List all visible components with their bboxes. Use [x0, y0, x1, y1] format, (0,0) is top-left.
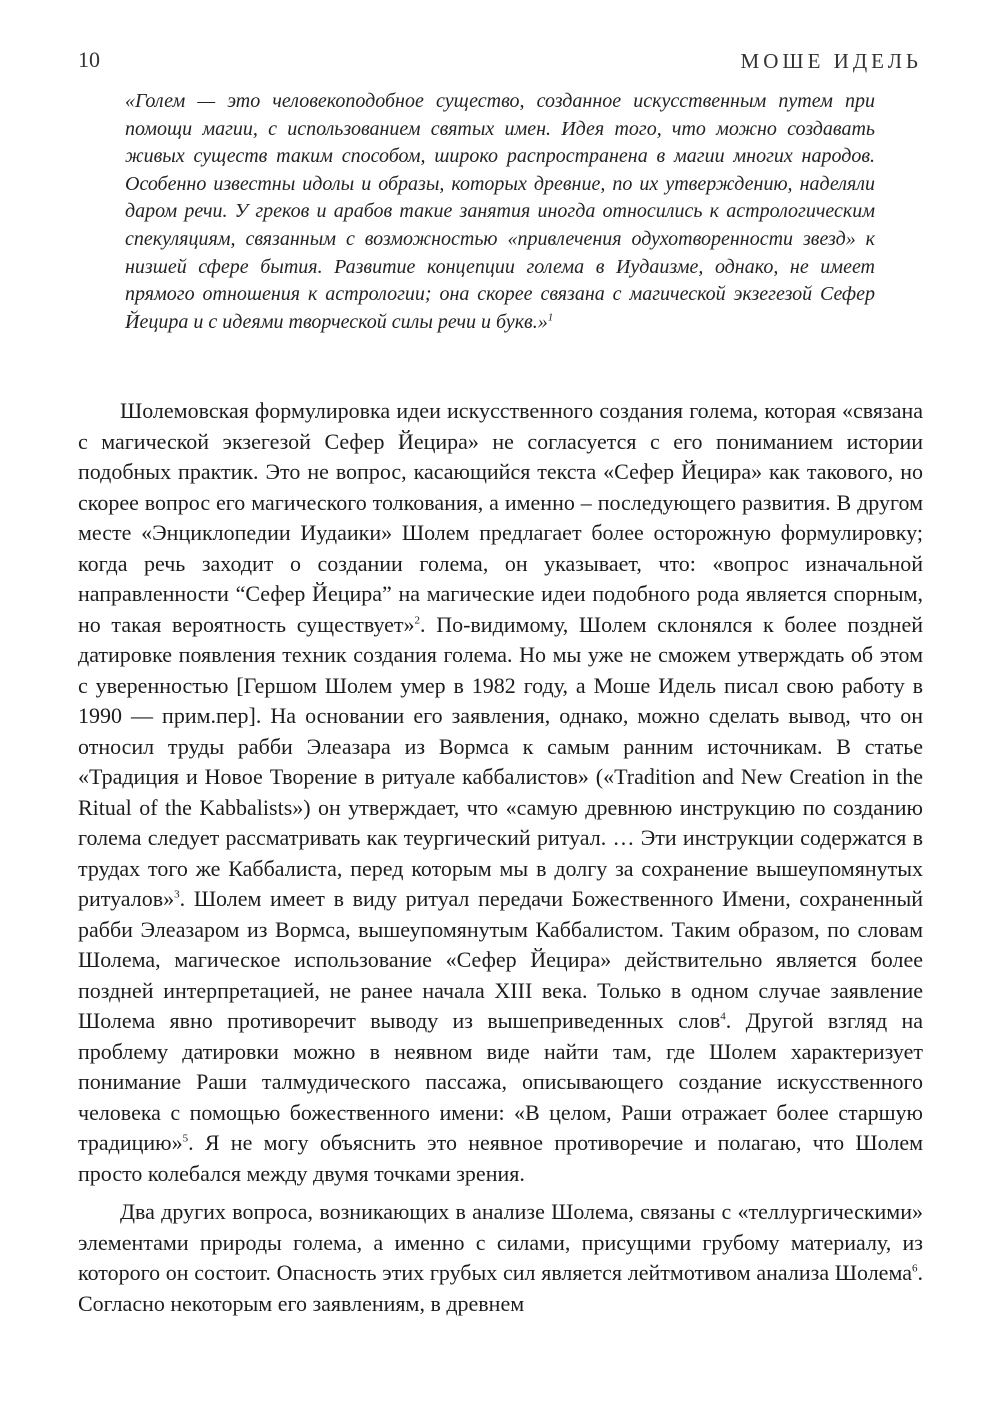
quote-text: «Голем — это человекоподобное существо, созданное искусственным путем при помощи магии, с использованием святых имен. Идея того, что можно создавать живых существ таким способом, широко распространена в магии многих народов. Особенно известны идолы и образы, которых древние, по их утверждению, наделяли даром речи. У греков и арабов такие занятия иногда относились к астрологическим спекуляциям, связанным с возможностью «привлечения одухотворенности звезд» к низшей сфере бытия. Развитие концепции голема в Иудаизме, однако, не имеет прямого отношения к астрологии; она скорее связана с магической экзегезой Сефер Йецира и с идеями творческой силы речи и букв.» — [125, 90, 875, 333]
footnote-marker: 6 — [912, 1262, 918, 1275]
paragraph-text: . Согласно некоторым его заявлениям, в древнем — [78, 1260, 923, 1316]
paragraph — [78, 1197, 923, 1319]
paragraph — [78, 396, 923, 1189]
footnote-marker: 1 — [547, 311, 554, 324]
paragraph-text: Два других вопроса, возникающих в анализе Шолема, связаны с «теллургическими» элементами природы голема, а именно с силами, присущими грубому материалу, из которого он состоит. Опасность этих грубых сил является лейтмотивом анализа Шолема — [78, 1199, 923, 1285]
footnote-marker: 4 — [720, 1010, 726, 1023]
paragraph-text: . По-видимому, Шолем склонялся к более поздней датировке появления техник создания голема. Но мы уже не сможем утверждать об этом с уверенностью [Гершом Шолем умер в 1982 году, а Моше Идель писал свою работу в 1990 — прим.пер]. На основании его заявления, однако, можно сделать вывод, что он относил труды рабби Элеазара из Вормса к самым ранним источникам. В статье «Традиция и Новое Творение в ритуале каббалистов» («Tradition and New Creation in the Ritual of the Kabbalists») он утверждает, что «самую древнюю инструкцию по созданию голема следует рассматривать как теургический ритуал. … Эти инструкции содержатся в трудах того же Каббалиста, перед которым мы в долгу за сохранение вышеупомянутых ритуалов» — [78, 611, 923, 911]
paragraph-text: . Другой взгляд на проблему датировки можно в неявном виде найти там, где Шолем характеризует понимание Раши талмудического пассажа, описывающего создание искусственного человека с помощью божественного имени: «В целом, Раши отражает более старшую традицию» — [78, 1008, 924, 1155]
footnote-marker: 3 — [174, 888, 180, 901]
paragraph-text: Шолемовская формулировка идеи искусственного создания голема, которая «связана с магической экзегезой Сефер Йецира» не согласуется с его пониманием истории подобных практик. Это не вопрос, касающийся текста «Сефер Йецира» как такового, но скорее вопрос его магического толкования, а именно – последующего развития. В другом месте «Энциклопедии Иудаики» Шолем предлагает более осторожную формулировку; когда речь заходит о создании голема, он указывает, что: «вопрос изначальной направленности “Сефер Йецира” на магические идеи подобного рода является спорным, но такая вероятность существует» — [78, 398, 923, 637]
page-number: 10 — [78, 47, 100, 72]
footnote-marker: 5 — [182, 1132, 189, 1145]
body-text — [78, 396, 923, 1319]
paragraph-text: . Шолем имеет в виду ритуал передачи Божественного Имени, сохраненный рабби Элеазаром из Вормса, вышеупомянутым Каббалистом. Таким образом, по словам Шолема, магическое использование «Сефер Йецира» действительно является более поздней интерпретацией, не ранее начала XIII века. Только в одном случае заявление Шолема явно противоречит выводу из вышеприведенных слов — [78, 886, 923, 1033]
running-head: МОШЕ ИДЕЛЬ — [740, 49, 922, 73]
epigraph-quote — [125, 88, 875, 336]
footnote-marker: 2 — [414, 614, 421, 627]
paragraph-text: . Я не могу объяснить это неявное противоречие и полагаю, что Шолем просто колебался между двумя точками зрения. — [78, 1130, 923, 1186]
